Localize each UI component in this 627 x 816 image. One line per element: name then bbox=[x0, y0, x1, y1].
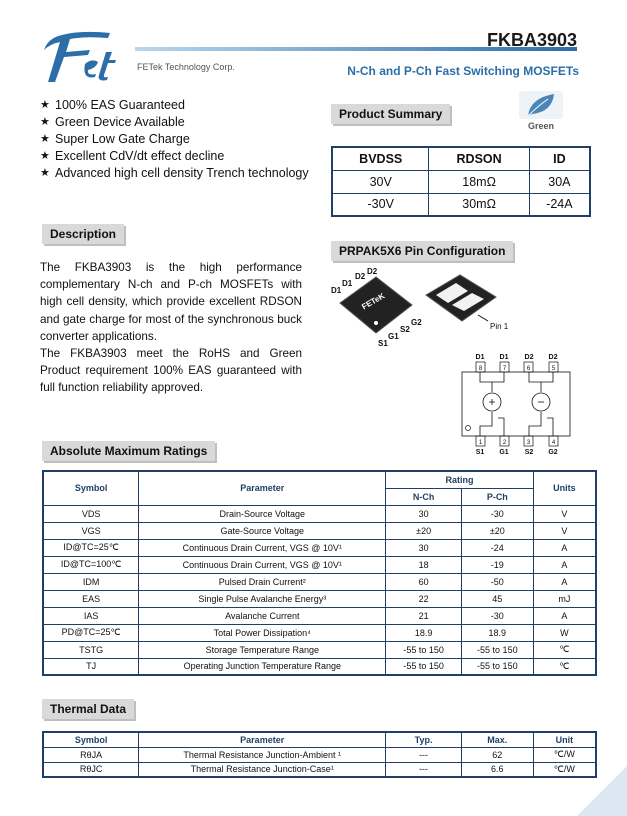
cell: Thermal Resistance Junction-Case¹ bbox=[139, 762, 386, 777]
table-row bbox=[43, 590, 596, 607]
cell: Continuous Drain Current, VGS @ 10V¹ bbox=[139, 556, 386, 573]
pin-schematic bbox=[456, 352, 576, 457]
cell: VGS bbox=[43, 522, 139, 539]
header-cell: Parameter bbox=[139, 732, 386, 747]
header-cell: ID bbox=[529, 147, 590, 170]
table-row bbox=[43, 624, 596, 641]
cell: -24A bbox=[529, 193, 590, 216]
pin-label: D2 bbox=[355, 272, 366, 281]
table-row bbox=[43, 641, 596, 658]
pin-number: 2 bbox=[502, 440, 507, 446]
cell: W bbox=[533, 624, 596, 641]
pin-label: S1 bbox=[378, 339, 388, 348]
cell: 45 bbox=[461, 590, 533, 607]
cell: 30mΩ bbox=[429, 193, 529, 216]
table-row bbox=[43, 556, 596, 573]
cell: ℃ bbox=[533, 658, 596, 675]
pin-number: 8 bbox=[478, 366, 483, 372]
cell: 30 bbox=[386, 539, 462, 556]
cell: Thermal Resistance Junction-Ambient ¹ bbox=[139, 747, 386, 762]
cell: --- bbox=[386, 747, 462, 762]
cell: Total Power Dissipation⁴ bbox=[139, 624, 386, 641]
header-cell: N-Ch bbox=[386, 488, 462, 505]
subtitle: N-Ch and P-Ch Fast Switching MOSFETs bbox=[347, 64, 579, 78]
header-cell: Typ. bbox=[386, 732, 462, 747]
table-row bbox=[43, 573, 596, 590]
pin-label: G2 bbox=[548, 449, 558, 456]
pin-number: 7 bbox=[502, 366, 507, 372]
cell: IDM bbox=[43, 573, 139, 590]
description-title: Description bbox=[42, 224, 124, 244]
green-badge bbox=[518, 90, 564, 130]
cell: 18.9 bbox=[386, 624, 462, 641]
header-cell: Unit bbox=[533, 732, 596, 747]
pin-label: D1 bbox=[475, 354, 485, 361]
pin-number: 5 bbox=[551, 366, 556, 372]
cell: 62 bbox=[461, 747, 533, 762]
cell: -55 to 150 bbox=[386, 658, 462, 675]
pin-number: 4 bbox=[551, 440, 556, 446]
cell: 18mΩ bbox=[429, 170, 529, 193]
product-summary-title: Product Summary bbox=[331, 104, 450, 124]
cell: RθJC bbox=[43, 762, 139, 777]
product-summary-table bbox=[331, 146, 591, 217]
page-corner-decoration bbox=[567, 756, 627, 816]
cell: 6.6 bbox=[461, 762, 533, 777]
fetek-logo-icon bbox=[40, 30, 135, 85]
pin-label: S1 bbox=[475, 449, 485, 456]
leaf-icon bbox=[518, 90, 564, 120]
cell: Operating Junction Temperature Range bbox=[139, 658, 386, 675]
header-cell: Parameter bbox=[139, 471, 386, 505]
pin1-label: Pin 1 bbox=[490, 322, 509, 331]
cell: 30A bbox=[529, 170, 590, 193]
cell: -55 to 150 bbox=[386, 641, 462, 658]
pin-label: D1 bbox=[342, 279, 353, 288]
cell: --- bbox=[386, 762, 462, 777]
cell: ℃/W bbox=[533, 747, 596, 762]
table-row bbox=[43, 747, 596, 762]
company-name: FETek Technology Corp. bbox=[137, 62, 235, 72]
cell: Drain-Source Voltage bbox=[139, 505, 386, 522]
cell: Single Pulse Avalanche Energy³ bbox=[139, 590, 386, 607]
cell: 30V bbox=[332, 170, 429, 193]
feature-item: ★ Excellent CdV/dt effect decline bbox=[40, 148, 320, 165]
header-cell: P-Ch bbox=[461, 488, 533, 505]
pin-number: 3 bbox=[526, 440, 531, 446]
cell: 22 bbox=[386, 590, 462, 607]
cell: 18.9 bbox=[461, 624, 533, 641]
cell: PD@TC=25℃ bbox=[43, 624, 139, 641]
cell: ℃ bbox=[533, 641, 596, 658]
table-row bbox=[43, 522, 596, 539]
cell: IAS bbox=[43, 607, 139, 624]
pin-label: G1 bbox=[388, 332, 399, 341]
pin-label: D2 bbox=[367, 267, 378, 276]
package-drawing bbox=[328, 265, 528, 350]
cell: A bbox=[533, 607, 596, 624]
features-list bbox=[40, 97, 320, 182]
cell: V bbox=[533, 505, 596, 522]
pin-label: D2 bbox=[524, 354, 534, 361]
header-cell: RDSON bbox=[429, 147, 529, 170]
table-row bbox=[332, 170, 590, 193]
header-cell: Symbol bbox=[43, 732, 139, 747]
feature-item: ★ 100% EAS Guaranteed bbox=[40, 97, 320, 114]
cell: mJ bbox=[533, 590, 596, 607]
feature-item: ★ Super Low Gate Charge bbox=[40, 131, 320, 148]
cell: RθJA bbox=[43, 747, 139, 762]
cell: EAS bbox=[43, 590, 139, 607]
cell: -30 bbox=[461, 607, 533, 624]
cell: V bbox=[533, 522, 596, 539]
header-cell: Rating bbox=[386, 471, 533, 488]
description-paragraph: The FKBA3903 meet the RoHS and Green Product requirement 100% EAS guaranteed with full function reliability approved. bbox=[40, 347, 302, 395]
cell: -30 bbox=[461, 505, 533, 522]
cell: Storage Temperature Range bbox=[139, 641, 386, 658]
cell: 18 bbox=[386, 556, 462, 573]
cell: 60 bbox=[386, 573, 462, 590]
header-cell: Symbol bbox=[43, 471, 139, 505]
pin-label: S2 bbox=[524, 449, 534, 456]
cell: A bbox=[533, 539, 596, 556]
pin-label: D2 bbox=[548, 354, 558, 361]
abs-max-table bbox=[42, 470, 597, 676]
table-row bbox=[43, 762, 596, 777]
cell: -30V bbox=[332, 193, 429, 216]
cell: -24 bbox=[461, 539, 533, 556]
pin-label: G1 bbox=[499, 449, 509, 456]
table-row bbox=[332, 193, 590, 216]
pin-number: 1 bbox=[478, 440, 483, 446]
table-row bbox=[43, 607, 596, 624]
feature-item: ★ Advanced high cell density Trench technology bbox=[40, 165, 320, 182]
cell: ±20 bbox=[461, 522, 533, 539]
cell: A bbox=[533, 556, 596, 573]
table-row bbox=[43, 505, 596, 522]
header-cell: BVDSS bbox=[332, 147, 429, 170]
table-row bbox=[43, 539, 596, 556]
cell: -55 to 150 bbox=[461, 658, 533, 675]
cell: ±20 bbox=[386, 522, 462, 539]
cell: 30 bbox=[386, 505, 462, 522]
header-cell: Max. bbox=[461, 732, 533, 747]
description-paragraph: The FKBA3903 is the high performance complementary N-ch and P-ch MOSFETs with high cell density, which provide excellent RDSON and gate charge for most of the synchronous buck converter applications. bbox=[40, 261, 302, 343]
cell: ID@TC=100℃ bbox=[43, 556, 139, 573]
cell: -50 bbox=[461, 573, 533, 590]
pin-config-title: PRPAK5X6 Pin Configuration bbox=[331, 241, 513, 261]
cell: -19 bbox=[461, 556, 533, 573]
pin-label: D1 bbox=[499, 354, 509, 361]
feature-item: ★ Green Device Available bbox=[40, 114, 320, 131]
pin-label: D1 bbox=[331, 286, 342, 295]
pin-number: 6 bbox=[526, 366, 531, 372]
chip-label: FETeK bbox=[360, 291, 387, 312]
abs-max-title: Absolute Maximum Ratings bbox=[42, 441, 215, 461]
cell: ID@TC=25℃ bbox=[43, 539, 139, 556]
pin-label: S2 bbox=[400, 325, 410, 334]
thermal-table bbox=[42, 731, 597, 778]
table-row bbox=[43, 658, 596, 675]
description-text bbox=[40, 259, 302, 397]
cell: TJ bbox=[43, 658, 139, 675]
cell: A bbox=[533, 573, 596, 590]
header-cell: Units bbox=[533, 471, 596, 505]
cell: Continuous Drain Current, VGS @ 10V¹ bbox=[139, 539, 386, 556]
cell: -55 to 150 bbox=[461, 641, 533, 658]
cell: 21 bbox=[386, 607, 462, 624]
pin-label: G2 bbox=[411, 318, 422, 327]
green-label: Green bbox=[527, 121, 554, 131]
cell: ℃/W bbox=[533, 762, 596, 777]
cell: VDS bbox=[43, 505, 139, 522]
cell: Pulsed Drain Current² bbox=[139, 573, 386, 590]
cell: Avalanche Current bbox=[139, 607, 386, 624]
thermal-title: Thermal Data bbox=[42, 699, 134, 719]
cell: TSTG bbox=[43, 641, 139, 658]
cell: Gate-Source Voltage bbox=[139, 522, 386, 539]
part-number: FKBA3903 bbox=[486, 30, 577, 50]
